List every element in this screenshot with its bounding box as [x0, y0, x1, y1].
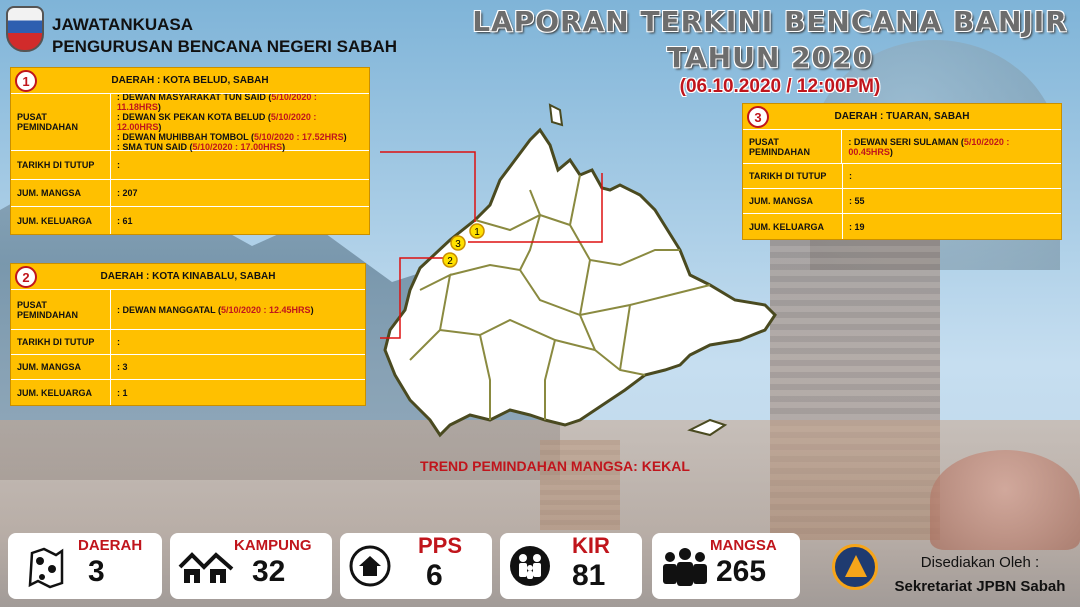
prepared-by-label: Disediakan Oleh :: [920, 554, 1040, 571]
stat-kir-value: 81: [572, 559, 606, 592]
organisation-name: [52, 14, 397, 58]
mangsa-value: : 55: [849, 196, 865, 206]
district-number-badge: 1: [15, 70, 37, 92]
keluarga-label: JUM. KELUARGA: [11, 380, 111, 405]
mangsa-label: JUM. MANGSA: [11, 355, 111, 379]
jpbn-logo: [832, 544, 878, 590]
sabah-map: [380, 100, 800, 450]
stat-kir: [500, 533, 642, 599]
background-sculpture: [930, 450, 1080, 550]
pusat-value: [111, 94, 369, 150]
family-icon: [508, 544, 552, 588]
org-line-1: JAWATANKUASA: [52, 15, 194, 34]
centre-item: : DEWAN SK PEKAN KOTA BELUD (5/10/2020 : 12.00HRS): [116, 112, 317, 132]
district-number-badge: 3: [747, 106, 769, 128]
mangsa-value: : 207: [117, 188, 138, 198]
keluarga-value: : 1: [117, 387, 128, 398]
tarikh-row: [11, 151, 369, 180]
stat-kampung-label: KAMPUNG: [234, 537, 312, 554]
island-banggi: [550, 105, 562, 125]
stat-mangsa-label: MANGSA: [710, 537, 777, 554]
pusat-value: [842, 130, 1061, 163]
tarikh-row: [11, 330, 365, 355]
tarikh-value: :: [117, 160, 120, 170]
district-box-kota-kinabalu: [10, 263, 366, 406]
district-header: [11, 68, 369, 94]
report-date: (06.10.2020 / 12:00PM): [679, 76, 881, 97]
keluarga-label: JUM. KELUARGA: [11, 207, 111, 234]
district-title: DAERAH : KOTA BELUD, SABAH: [111, 75, 269, 86]
stat-mangsa: [652, 533, 800, 599]
stat-pps-label: PPS: [418, 533, 463, 558]
district-header: [11, 264, 365, 290]
tarikh-label: TARIKH DI TUTUP: [743, 164, 843, 188]
prepared-by: [890, 551, 1070, 599]
keluarga-value: : 61: [117, 215, 133, 226]
houses-icon: [178, 545, 234, 587]
sabah-crest-logo: [6, 6, 44, 52]
pusat-label: PUSAT PEMINDAHAN: [11, 94, 111, 150]
stat-kir-label: KIR: [572, 533, 610, 558]
centre-item: : DEWAN SERI SULAMAN (5/10/2020 : 00.45HRS): [848, 136, 1010, 157]
keluarga-value: : 19: [849, 221, 865, 232]
district-number-badge: 2: [15, 266, 37, 288]
stat-pps-value: 6: [426, 559, 443, 592]
map-marker-2: [443, 253, 457, 267]
map-pins-icon: [26, 543, 66, 589]
mangsa-value: : 3: [117, 362, 128, 372]
stat-pps: [340, 533, 492, 599]
svg-text:1: 1: [474, 227, 480, 238]
tarikh-value: :: [849, 171, 852, 181]
stat-kampung: [170, 533, 332, 599]
report-title: [470, 4, 1070, 76]
map-marker-1: [470, 224, 484, 238]
stat-daerah-label: DAERAH: [78, 537, 143, 554]
pusat-row: [11, 94, 369, 151]
tarikh-value: :: [117, 337, 120, 347]
centre-item: : DEWAN MANGGATAL (5/10/2020 : 12.45HRS): [117, 304, 314, 315]
stat-daerah-value: 3: [88, 555, 105, 588]
district-box-kota-belud: [10, 67, 370, 235]
keluarga-label: JUM. KELUARGA: [743, 214, 843, 239]
island-east: [690, 420, 725, 435]
prepared-by-org: Sekretariat JPBN Sabah: [894, 578, 1066, 595]
org-line-2: PENGURUSAN BENCANA NEGERI SABAH: [52, 37, 398, 56]
tarikh-label: TARIKH DI TUTUP: [11, 330, 111, 354]
title-line-1: LAPORAN TERKINI BENCANA BANJIR: [472, 5, 1068, 38]
svg-text:3: 3: [455, 239, 461, 250]
map-marker-3: [451, 236, 465, 250]
district-title: DAERAH : KOTA KINABALU, SABAH: [100, 271, 276, 282]
stat-kampung-value: 32: [252, 555, 286, 588]
mangsa-label: JUM. MANGSA: [11, 180, 111, 206]
stat-daerah: [8, 533, 162, 599]
pusat-value: [111, 290, 320, 329]
svg-text:2: 2: [447, 256, 453, 267]
pusat-row: [11, 290, 365, 330]
centre-item: : SMA TUN SAID (5/10/2020 : 17.00HRS): [116, 142, 286, 152]
keluarga-row: [11, 207, 369, 234]
keluarga-row: [11, 380, 365, 405]
shelter-icon: [348, 544, 392, 588]
mangsa-label: JUM. MANGSA: [743, 189, 843, 213]
mangsa-row: [11, 180, 369, 207]
stat-mangsa-value: 265: [716, 555, 767, 588]
centre-item: : DEWAN MUHIBBAH TOMBOL (5/10/2020 : 17.52HRS): [116, 132, 347, 142]
mangsa-row: [11, 355, 365, 380]
centre-item: : DEWAN MASYARAKAT TUN SAID (5/10/2020 : 11.18HRS): [116, 92, 317, 112]
title-line-2: TAHUN 2020: [667, 41, 873, 74]
pusat-label: PUSAT PEMINDAHAN: [743, 130, 842, 163]
district-title: DAERAH : TUARAN, SABAH: [834, 111, 970, 122]
tarikh-label: TARIKH DI TUTUP: [11, 151, 111, 179]
people-icon: [658, 547, 712, 587]
trend-text: TREND PEMINDAHAN MANGSA: KEKAL: [420, 458, 690, 474]
pusat-label: PUSAT PEMINDAHAN: [11, 290, 111, 329]
